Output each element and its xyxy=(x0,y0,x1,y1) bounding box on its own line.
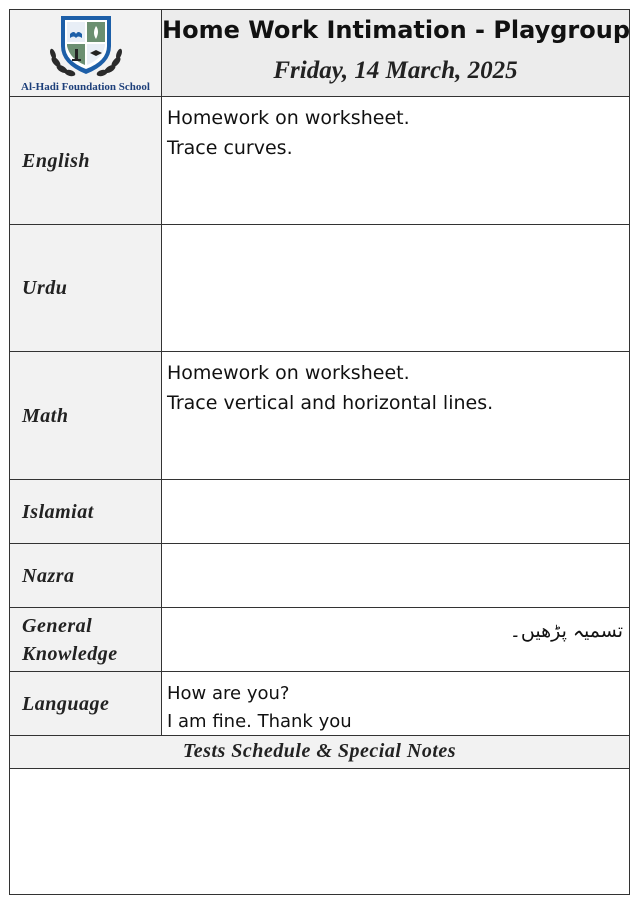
subject-label: Islamiat xyxy=(10,480,162,543)
subject-content xyxy=(162,225,629,351)
subject-content xyxy=(162,672,629,735)
notes-body xyxy=(10,769,629,894)
page-title: Home Work Intimation - Playgroup xyxy=(162,16,631,44)
subject-row-islamiat xyxy=(10,480,629,544)
subject-label: Math xyxy=(10,352,162,479)
subject-row-nazra xyxy=(10,544,629,608)
homework-line: How are you? xyxy=(167,683,290,704)
subject-row-language xyxy=(10,672,629,736)
subject-label: Nazra xyxy=(10,544,162,607)
homework-line: تسمیہ پڑھیں۔ xyxy=(509,620,623,642)
subject-label: Language xyxy=(10,672,162,735)
subject-content xyxy=(162,97,629,224)
school-name: Al-Hadi Foundation School xyxy=(21,81,150,93)
homework-sheet xyxy=(9,9,630,895)
subject-content xyxy=(162,352,629,479)
subject-label: General Knowledge xyxy=(10,608,162,671)
homework-line: Trace vertical and horizontal lines. xyxy=(167,392,494,414)
subject-row-math xyxy=(10,352,629,480)
subject-content xyxy=(162,608,629,671)
subject-content xyxy=(162,480,629,543)
header-row xyxy=(10,10,629,97)
subject-content xyxy=(162,544,629,607)
homework-line: Homework on worksheet. xyxy=(167,107,410,129)
homework-line: Trace curves. xyxy=(167,137,293,159)
school-crest-icon xyxy=(48,12,124,82)
subject-row-general-knowledge xyxy=(10,608,629,672)
notes-heading: Tests Schedule & Special Notes xyxy=(10,736,629,769)
subject-label: Urdu xyxy=(10,225,162,351)
homework-line: Homework on worksheet. xyxy=(167,362,410,384)
page-date: Friday, 14 March, 2025 xyxy=(273,57,518,84)
subject-label: English xyxy=(10,97,162,224)
homework-line: I am fine. Thank you xyxy=(167,711,352,732)
school-logo-cell xyxy=(10,10,162,96)
subject-row-urdu xyxy=(10,225,629,352)
subject-row-english xyxy=(10,97,629,225)
